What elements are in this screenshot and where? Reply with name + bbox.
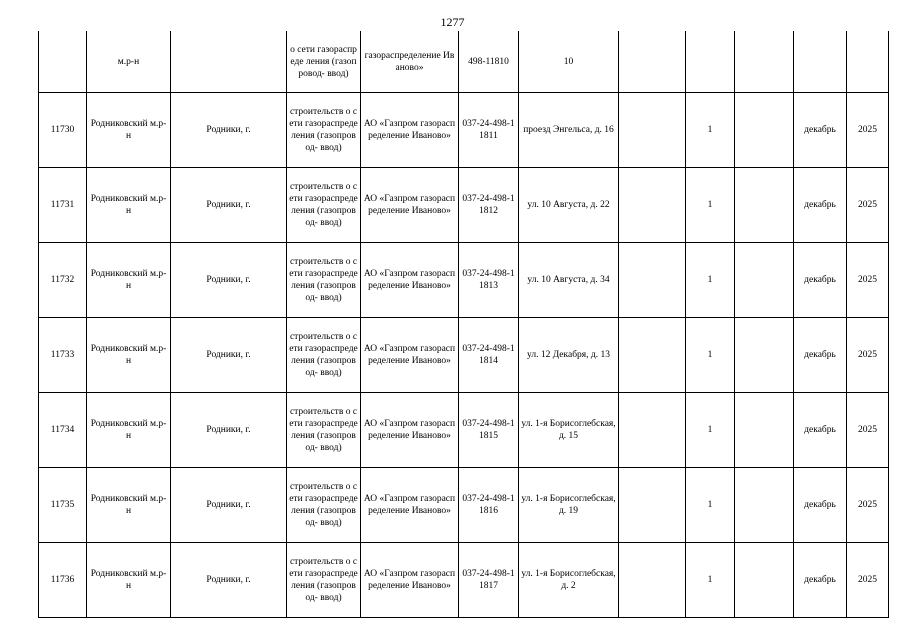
cell-col8: 1: [686, 168, 735, 243]
cell-work-type: строительств о сети газораспреде ления (газопровод- ввод): [287, 468, 361, 543]
cell-organization: АО «Газпром газораспределение Иваново»: [361, 393, 459, 468]
cell-col7: [619, 168, 686, 243]
table-row: [39, 168, 889, 243]
cell-district: Родниковский м.р-н: [87, 318, 171, 393]
cell-col8: 1: [686, 318, 735, 393]
table-row: [39, 543, 889, 618]
cell-col7: [619, 93, 686, 168]
cell-code: 498-11810: [459, 31, 519, 93]
table-row-continued: [39, 31, 889, 93]
cell-locality: Родники, г.: [171, 168, 287, 243]
cell-year: 2025: [847, 168, 889, 243]
cell-year: 2025: [847, 93, 889, 168]
cell-col8: 1: [686, 393, 735, 468]
cell-work-type: строительств о сети газораспреде ления (газопровод- ввод): [287, 93, 361, 168]
cell-organization: АО «Газпром газораспределение Иваново»: [361, 468, 459, 543]
cell-id: 11735: [39, 468, 87, 543]
schedule-table: [38, 31, 889, 618]
cell-address: ул. 1-я Борисоглебская, д. 15: [519, 393, 619, 468]
cell-month: декабрь: [794, 543, 847, 618]
cell-organization: АО «Газпром газораспределение Иваново»: [361, 243, 459, 318]
cell-work-type: строительств о сети газораспреде ления (газопровод- ввод): [287, 393, 361, 468]
cell-organization: АО «Газпром газораспределение Иваново»: [361, 168, 459, 243]
cell-col9: [735, 31, 794, 93]
cell-district: Родниковский м.р-н: [87, 543, 171, 618]
cell-id: 11731: [39, 168, 87, 243]
cell-month: декабрь: [794, 468, 847, 543]
cell-organization: газораспределение Иваново»: [361, 31, 459, 93]
cell-locality: [171, 31, 287, 93]
cell-organization: АО «Газпром газораспределение Иваново»: [361, 93, 459, 168]
cell-month: декабрь: [794, 243, 847, 318]
cell-address: ул. 10 Августа, д. 34: [519, 243, 619, 318]
cell-year: 2025: [847, 468, 889, 543]
cell-organization: АО «Газпром газораспределение Иваново»: [361, 318, 459, 393]
cell-id: 11730: [39, 93, 87, 168]
cell-col8: 1: [686, 93, 735, 168]
page-number: 1277: [440, 15, 465, 29]
cell-code: 037-24-498-11816: [459, 468, 519, 543]
cell-code: 037-24-498-11813: [459, 243, 519, 318]
cell-month: [794, 31, 847, 93]
cell-code: 037-24-498-11814: [459, 318, 519, 393]
cell-year: 2025: [847, 318, 889, 393]
cell-month: декабрь: [794, 168, 847, 243]
cell-locality: Родники, г.: [171, 468, 287, 543]
cell-col7: [619, 318, 686, 393]
cell-work-type: строительств о сети газораспреде ления (газопровод- ввод): [287, 243, 361, 318]
cell-col8: 1: [686, 543, 735, 618]
cell-year: 2025: [847, 243, 889, 318]
cell-col7: [619, 243, 686, 318]
cell-col8: 1: [686, 468, 735, 543]
cell-locality: Родники, г.: [171, 243, 287, 318]
cell-address: ул. 1-я Борисоглебская, д. 2: [519, 543, 619, 618]
cell-locality: Родники, г.: [171, 93, 287, 168]
cell-id: 11736: [39, 543, 87, 618]
cell-col7: [619, 31, 686, 93]
cell-address: проезд Энгельса, д. 16: [519, 93, 619, 168]
cell-organization: АО «Газпром газораспределение Иваново»: [361, 543, 459, 618]
cell-year: [847, 31, 889, 93]
cell-col9: [735, 318, 794, 393]
table-row: [39, 318, 889, 393]
cell-district: м.р-н: [87, 31, 171, 93]
table-row: [39, 468, 889, 543]
cell-work-type: о сети газораспреде ления (газопровод- ввод): [287, 31, 361, 93]
cell-month: декабрь: [794, 393, 847, 468]
cell-month: декабрь: [794, 93, 847, 168]
cell-code: 037-24-498-11817: [459, 543, 519, 618]
cell-id: [39, 31, 87, 93]
cell-locality: Родники, г.: [171, 393, 287, 468]
cell-year: 2025: [847, 393, 889, 468]
cell-address: ул. 12 Декабря, д. 13: [519, 318, 619, 393]
cell-col9: [735, 168, 794, 243]
cell-locality: Родники, г.: [171, 318, 287, 393]
cell-work-type: строительств о сети газораспреде ления (газопровод- ввод): [287, 543, 361, 618]
cell-col9: [735, 468, 794, 543]
cell-work-type: строительств о сети газораспреде ления (газопровод- ввод): [287, 318, 361, 393]
cell-id: 11732: [39, 243, 87, 318]
cell-month: декабрь: [794, 318, 847, 393]
cell-address: 10: [519, 31, 619, 93]
cell-code: 037-24-498-11815: [459, 393, 519, 468]
cell-code: 037-24-498-11811: [459, 93, 519, 168]
cell-address: ул. 1-я Борисоглебская, д. 19: [519, 468, 619, 543]
cell-col7: [619, 393, 686, 468]
cell-col9: [735, 543, 794, 618]
cell-district: Родниковский м.р-н: [87, 168, 171, 243]
table-row: [39, 393, 889, 468]
cell-col9: [735, 393, 794, 468]
cell-col7: [619, 543, 686, 618]
cell-district: Родниковский м.р-н: [87, 393, 171, 468]
cell-col9: [735, 93, 794, 168]
cell-district: Родниковский м.р-н: [87, 468, 171, 543]
cell-locality: Родники, г.: [171, 543, 287, 618]
cell-col9: [735, 243, 794, 318]
cell-district: Родниковский м.р-н: [87, 243, 171, 318]
table-row: [39, 243, 889, 318]
cell-work-type: строительств о сети газораспреде ления (газопровод- ввод): [287, 168, 361, 243]
cell-col7: [619, 468, 686, 543]
table-body: [39, 31, 889, 618]
cell-id: 11733: [39, 318, 87, 393]
cell-code: 037-24-498-11812: [459, 168, 519, 243]
cell-address: ул. 10 Августа, д. 22: [519, 168, 619, 243]
cell-col8: [686, 31, 735, 93]
cell-col8: 1: [686, 243, 735, 318]
cell-year: 2025: [847, 543, 889, 618]
cell-id: 11734: [39, 393, 87, 468]
table-row: [39, 93, 889, 168]
cell-district: Родниковский м.р-н: [87, 93, 171, 168]
